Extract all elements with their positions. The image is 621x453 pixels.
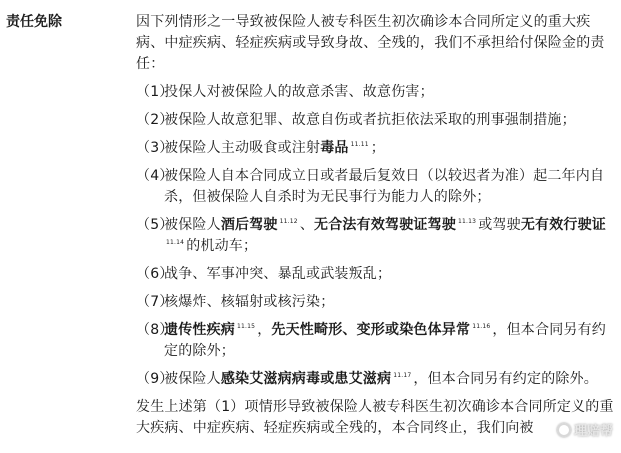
item-number: （6） [136, 266, 174, 282]
item-text: 投保人对被保险人的故意杀害、故意伤害； [164, 84, 434, 100]
exclusion-item-8 [136, 320, 616, 362]
item-text: 、 [299, 217, 315, 233]
item-text: 核爆炸、核辐射或核污染； [164, 294, 335, 310]
term-hiv-aids[interactable]: 感染艾滋病病毒或患艾滋病 [220, 371, 392, 387]
item-number: （7） [136, 294, 174, 310]
term-drugs[interactable]: 毒品 [320, 140, 349, 156]
footnote-ref: 11.14 [166, 239, 185, 247]
item-text: 或驾驶 [478, 217, 521, 233]
exclusion-item-3 [136, 138, 616, 159]
footnote-ref: 11.12 [279, 218, 298, 226]
watermark [557, 420, 613, 439]
item-number: （4） [136, 168, 174, 184]
footnote-ref: 11.11 [350, 141, 369, 149]
footnote-ref: 11.16 [472, 323, 491, 331]
exclusion-item-2 [136, 110, 616, 131]
exclusion-item-6 [136, 264, 616, 285]
watermark-logo-icon [557, 423, 571, 437]
item-number: （1） [136, 84, 174, 100]
item-text: 被保险人故意犯罪、故意自伤或者抗拒依法采取的刑事强制措施； [164, 112, 576, 128]
item-text: 被保险人 [164, 217, 221, 233]
item-text: ，但本合同另有约定的除外。 [413, 371, 599, 387]
item-number: （8） [136, 322, 174, 338]
item-text: 被保险人主动吸食或注射 [164, 140, 321, 156]
footnote-ref: 11.15 [237, 323, 256, 331]
item-number: （3） [136, 140, 174, 156]
term-no-vehicle-license[interactable]: 无有效行驶证 [520, 217, 607, 233]
exclusion-item-9 [136, 369, 616, 390]
term-unlicensed-driving[interactable]: 无合法有效驾驶证驾驶 [314, 217, 457, 233]
item-text: 战争、军事冲突、暴乱或武装叛乱； [164, 266, 392, 282]
term-congenital-anomaly[interactable]: 先天性畸形、变形或染色体异常 [271, 322, 471, 338]
exclusion-item-4 [136, 166, 616, 208]
term-hereditary-disease[interactable]: 遗传性疾病 [164, 322, 235, 338]
item-text: 的机动车； [186, 238, 258, 254]
exclusion-item-7 [136, 292, 616, 313]
watermark-text: 理赔帮 [573, 424, 613, 439]
footnote-ref: 11.17 [393, 372, 412, 380]
item-text: ，但本合同另有约定的除外； [164, 322, 606, 359]
item-number: （9） [136, 371, 174, 387]
item-number: （5） [136, 217, 174, 233]
item-text: ； [370, 140, 385, 156]
footnote-ref: 11.13 [458, 218, 477, 226]
item-text: ， [257, 322, 272, 338]
item-text: 被保险人自本合同成立日或者最后复效日（以较迟者为准）起二年内自杀，但被保险人自杀时为无民事行为能力人的除外； [164, 168, 605, 205]
item-number: （2） [136, 112, 174, 128]
exclusion-item-5 [136, 215, 616, 257]
closing-paragraph: 发生上述第（1）项情形导致被保险人被专科医生初次确诊本合同所定义的重大疾病、中症疾病、轻症疾病或全残的，本合同终止，我们向被 [136, 399, 614, 436]
section-title: 责任免除 [6, 14, 62, 30]
exclusion-item-1 [136, 82, 616, 103]
item-text: 被保险人 [164, 371, 221, 387]
intro-paragraph: 因下列情形之一导致被保险人被专科医生初次确诊本合同所定义的重大疾病、中症疾病、轻症疾病或导致身故、全残的，我们不承担给付保险金的责任： [136, 14, 605, 72]
term-drunk-driving[interactable]: 酒后驾驶 [220, 217, 278, 233]
exclusions-content [136, 12, 616, 453]
